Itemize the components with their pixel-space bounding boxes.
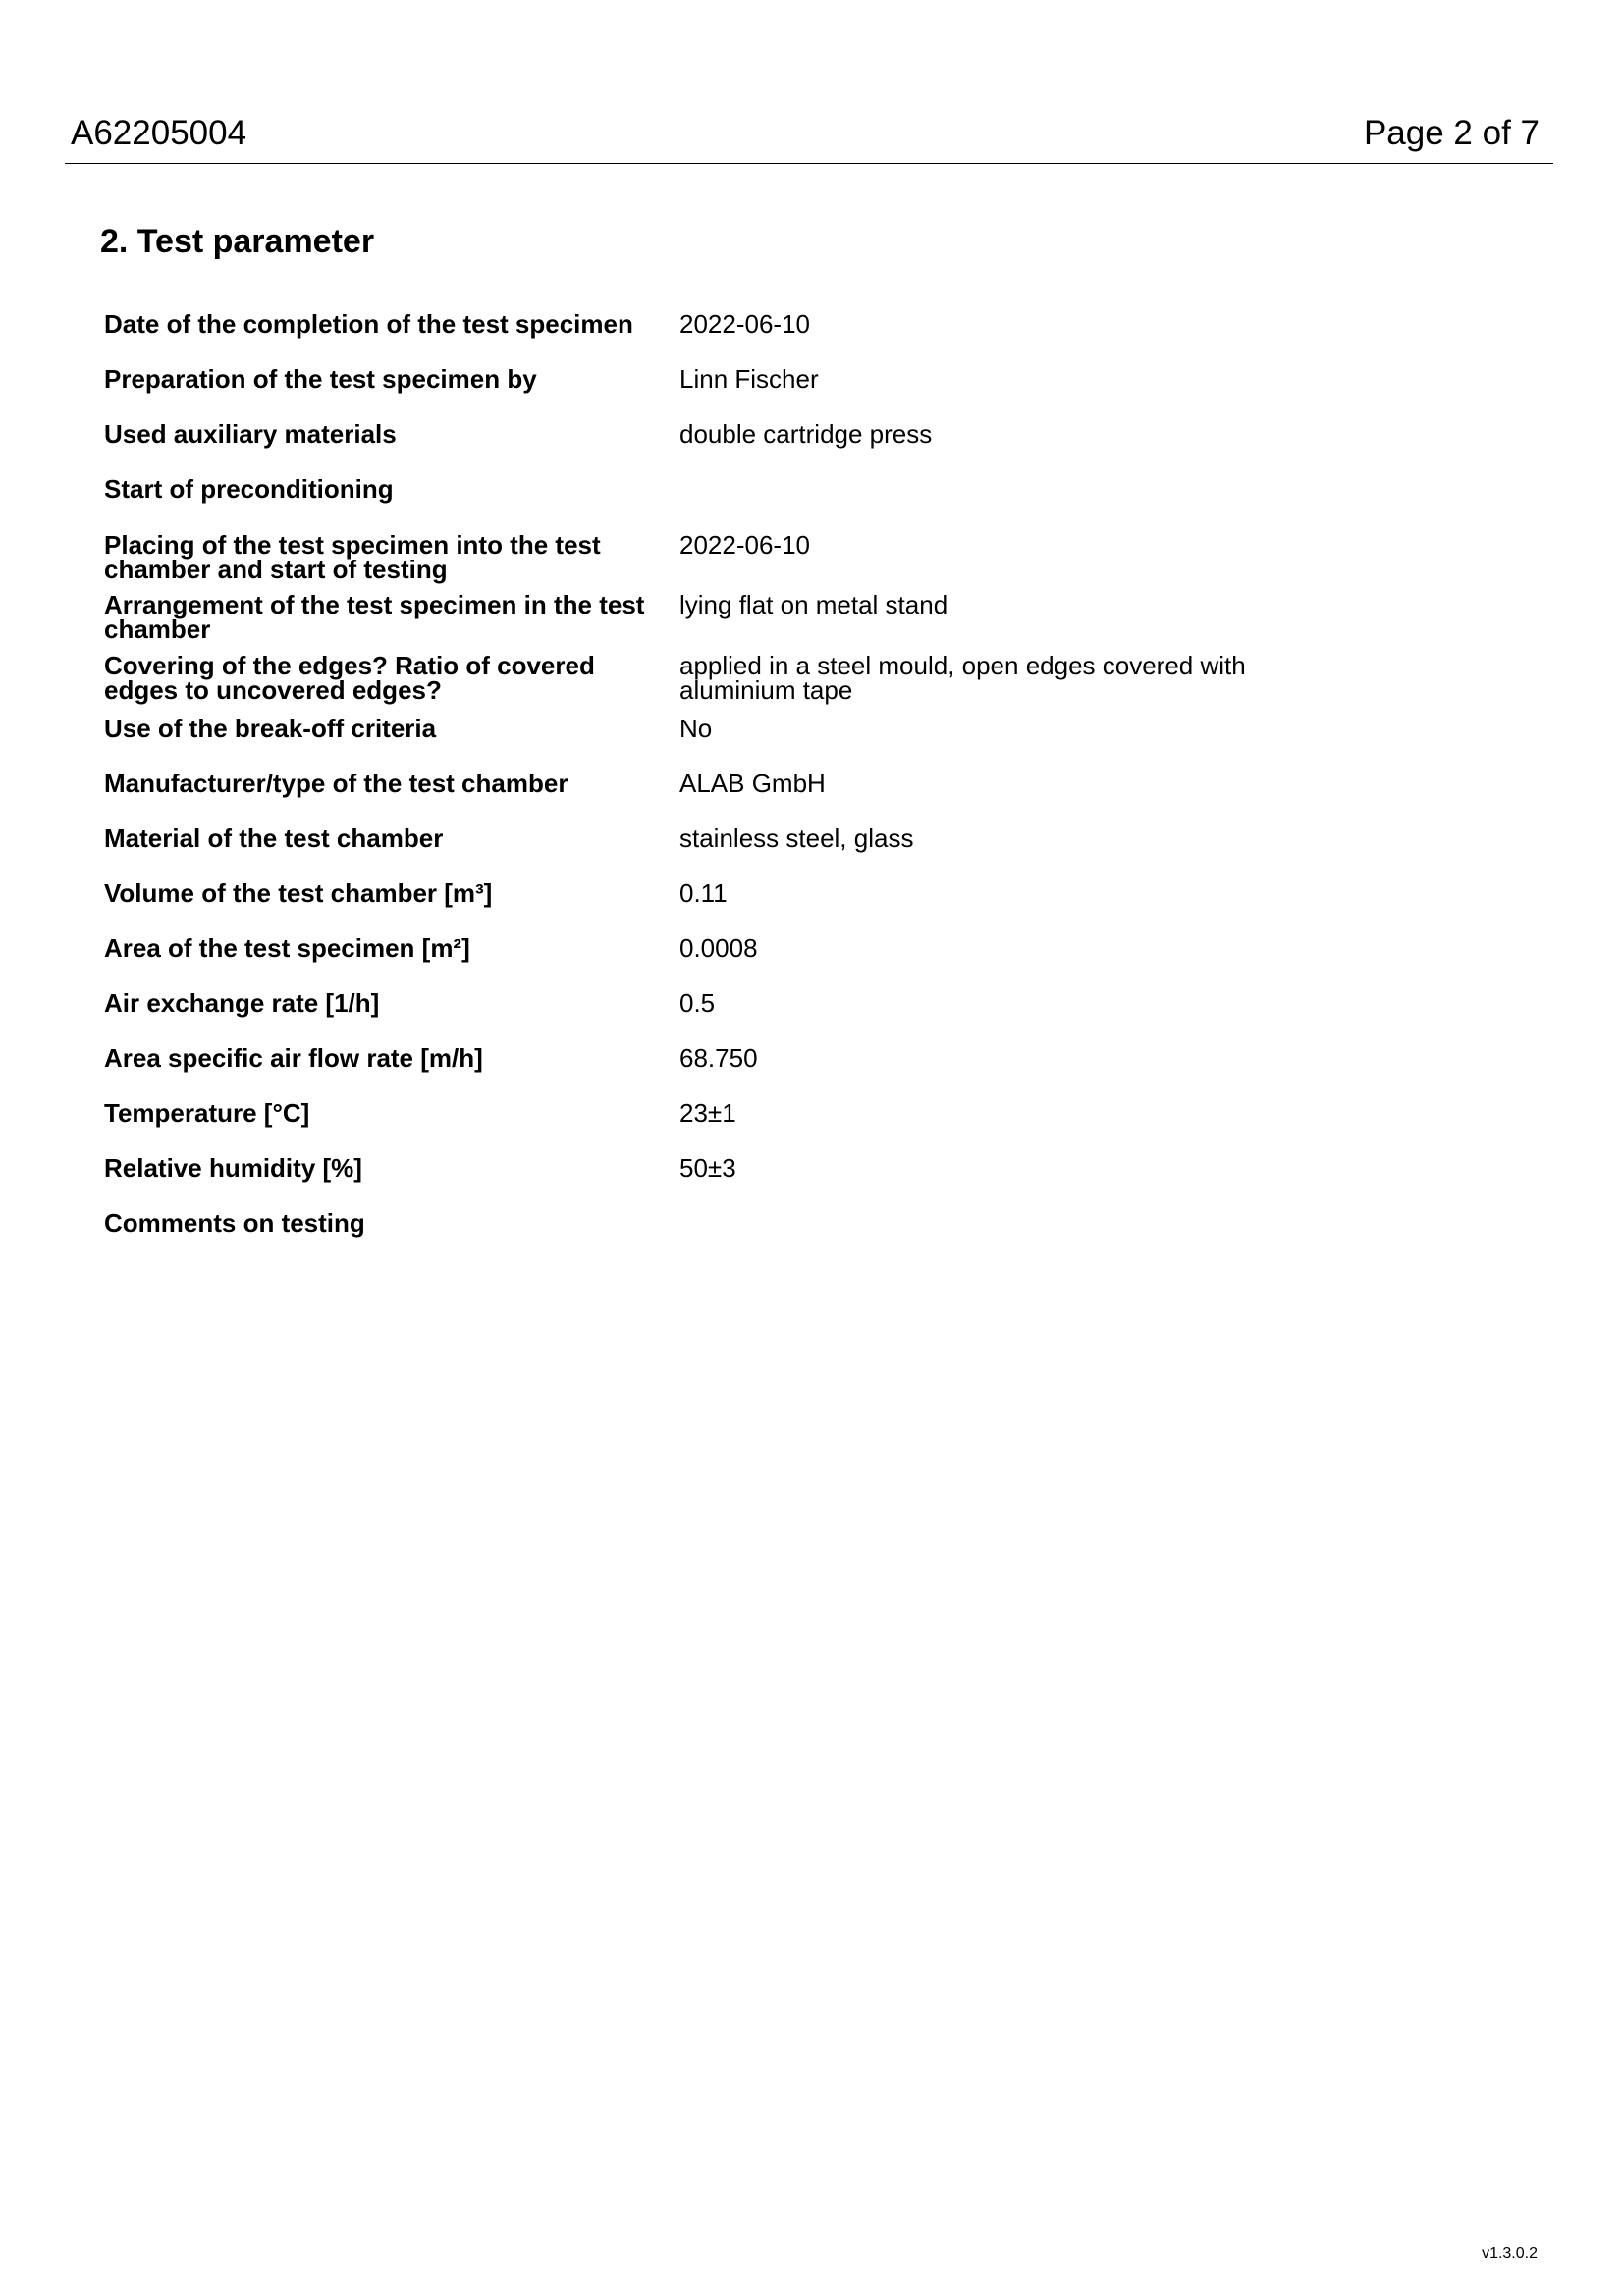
parameter-label: Used auxiliary materials <box>104 419 397 449</box>
parameter-value: 0.5 <box>679 988 716 1018</box>
parameter-label: Relative humidity [%] <box>104 1153 362 1183</box>
parameter-label: Air exchange rate [1/h] <box>104 988 380 1018</box>
parameter-label: Material of the test chamber <box>104 824 444 853</box>
parameter-label: Volume of the test chamber [m³] <box>104 879 493 908</box>
version-label: v1.3.0.2 <box>1482 2245 1538 2262</box>
page-header <box>65 108 1553 164</box>
parameter-value: 0.11 <box>679 879 728 908</box>
parameter-label: Date of the completion of the test specimen <box>104 309 633 339</box>
parameter-label: Use of the break-off criteria <box>104 714 437 743</box>
parameter-value: 0.0008 <box>679 934 758 963</box>
parameter-value: applied in a steel mould, open edges covered with aluminium tape <box>679 651 1246 705</box>
parameter-label: Comments on testing <box>104 1208 365 1238</box>
parameter-value: No <box>679 714 713 743</box>
parameter-label: Preparation of the test specimen by <box>104 364 537 394</box>
parameter-value: double cartridge press <box>679 419 933 449</box>
parameter-value: stainless steel, glass <box>679 824 914 853</box>
parameter-value: lying flat on metal stand <box>679 590 948 619</box>
parameter-value: 2022-06-10 <box>679 530 810 560</box>
parameter-label: Area specific air flow rate [m/h] <box>104 1043 483 1073</box>
parameter-value: 68.750 <box>679 1043 758 1073</box>
parameter-value: Linn Fischer <box>679 364 819 394</box>
parameter-label: Placing of the test specimen into the test chamber and start of testing <box>104 530 601 584</box>
parameter-label: Temperature [°C] <box>104 1098 310 1128</box>
parameter-label: Area of the test specimen [m²] <box>104 934 470 963</box>
parameter-value: 23±1 <box>679 1098 736 1128</box>
parameter-value: ALAB GmbH <box>679 769 826 798</box>
page-number: Page 2 of 7 <box>1363 114 1540 152</box>
parameter-label: Manufacturer/type of the test chamber <box>104 769 568 798</box>
parameter-label: Start of preconditioning <box>104 474 394 504</box>
parameter-value: 2022-06-10 <box>679 309 810 339</box>
document-id: A62205004 <box>71 114 247 152</box>
parameter-value: 50±3 <box>679 1153 736 1183</box>
parameter-label: Covering of the edges? Ratio of covered edges to uncovered edges? <box>104 651 595 705</box>
parameter-label: Arrangement of the test specimen in the test chamber <box>104 590 645 644</box>
section-title: 2. Test parameter <box>100 223 375 260</box>
